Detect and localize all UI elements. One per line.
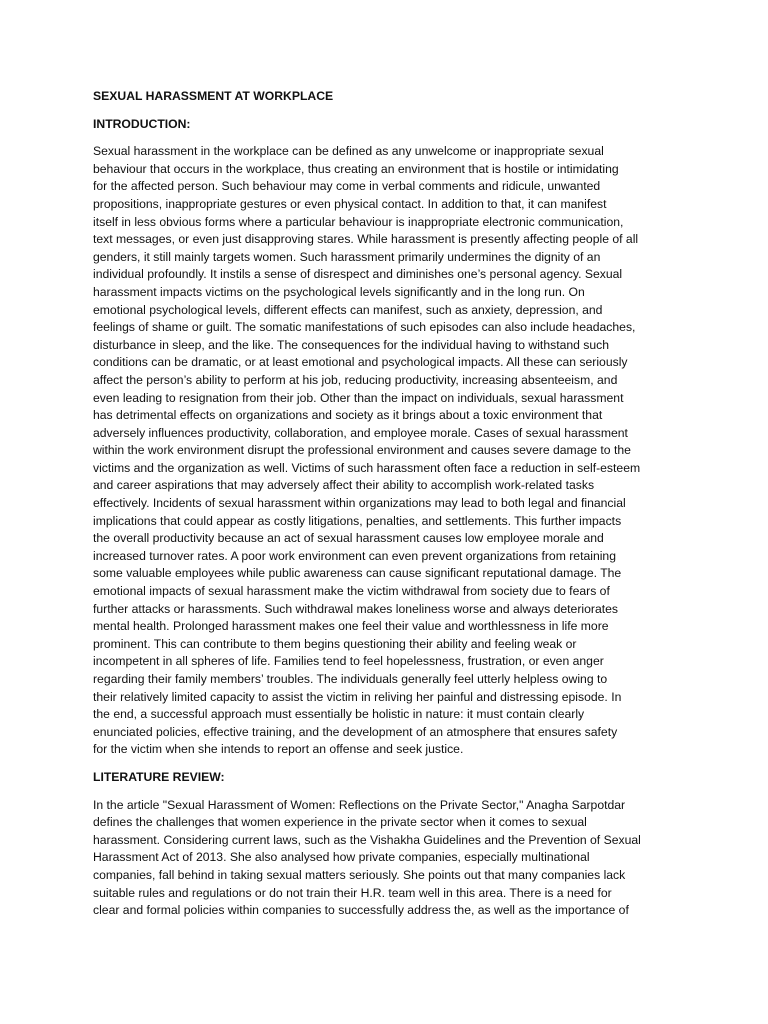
- text-line: affect the person’s ability to perform at his job, reducing productivity, increasing absenteeism, and: [93, 372, 618, 387]
- text-line: and career aspirations that may adversely affect their ability to accomplish work-related tasks: [93, 478, 595, 493]
- text-line: adversely influences productivity, collaboration, and employee morale. Cases of sexual harassment: [93, 425, 628, 440]
- text-line: itself in less obvious forms where a particular behaviour is inappropriate electronic communication,: [93, 214, 624, 229]
- text-line: emotional impacts of sexual harassment make the victim withdrawal from society due to fears of: [93, 584, 610, 599]
- document-page: [93, 88, 677, 930]
- document-title: SEXUAL HARASSMENT AT WORKPLACE: [93, 89, 334, 103]
- text-line: Sexual harassment in the workplace can be defined as any unwelcome or inappropriate sexual: [93, 144, 604, 159]
- text-line: individual profoundly. It instils a sense of disrespect and diminishes one’s personal agency. Sexual: [93, 267, 623, 282]
- text-line: the overall productivity because an act of sexual harassment causes low employee morale and: [93, 531, 604, 546]
- text-line: defines the challenges that women experience in the private sector when it comes to sexual: [93, 815, 587, 830]
- text-line: increased turnover rates. A poor work environment can even prevent organizations from retaining: [93, 548, 616, 563]
- text-line: further attacks or harassments. Such withdrawal makes loneliness worse and always deteriorates: [93, 601, 618, 616]
- text-line: propositions, inappropriate gestures or even physical contact. In addition to that, it can manifest: [93, 196, 607, 211]
- text-line: harassment impacts victims on the psychological levels significantly and in the long run. On: [93, 284, 585, 299]
- text-line: feelings of shame or guilt. The somatic manifestations of such episodes can also include headaches,: [93, 320, 636, 335]
- text-line: for the affected person. Such behaviour may come in verbal comments and ridicule, unwanted: [93, 179, 601, 194]
- text-line: even leading to resignation from their job. Other than the impact on individuals, sexual harassment: [93, 390, 624, 405]
- text-line: has detrimental effects on organizations and society as it brings about a toxic environment that: [93, 408, 603, 423]
- text-line: implications that could appear as costly litigations, penalties, and settlements. This further impacts: [93, 513, 622, 528]
- text-line: victims and the organization as well. Victims of such harassment often face a reduction in self-esteem: [93, 460, 641, 475]
- text-line: the end, a successful approach must essentially be holistic in nature: it must contain clearly: [93, 707, 585, 722]
- text-line: Harassment Act of 2013. She also analysed how private companies, especially multinational: [93, 850, 590, 865]
- text-line: enunciated policies, effective training, and the development of an atmosphere that ensures safety: [93, 724, 618, 739]
- text-line: regarding their family members’ troubles. The individuals generally feel utterly helpless owing to: [93, 672, 608, 686]
- text-line: within the work environment disrupt the professional environment and causes severe damage to the: [93, 443, 631, 458]
- text-line: In the article "Sexual Harassment of Women: Reflections on the Private Sector," Anagha Sarpotdar: [93, 797, 626, 812]
- text-line: prominent. This can contribute to them begins questioning their ability and feeling weak or: [93, 636, 577, 651]
- text-line: companies, fall behind in taking sexual matters seriously. She points out that many companies lack: [93, 867, 626, 882]
- text-line: for the victim when she intends to report an offense and seek justice.: [93, 742, 464, 757]
- text-line: harassment. Considering current laws, such as the Vishakha Guidelines and the Prevention of Sexual: [93, 832, 641, 847]
- text-line: suitable rules and regulations or do not train their H.R. team well in this area. There is a need for: [93, 885, 612, 900]
- text-line: mental health. Prolonged harassment makes one feel their value and worthlessness in life more: [93, 619, 609, 634]
- text-line: effectively. Incidents of sexual harassment within organizations may lead to both legal and financial: [93, 496, 626, 511]
- text-line: conditions can be dramatic, or at least emotional and psychological impacts. All these can seriously: [93, 355, 628, 370]
- text-line: some valuable employees while public awareness can cause significant reputational damage. The: [93, 566, 622, 581]
- text-line: text messages, or even just disapproving stares. While harassment is presently affecting people of all: [93, 232, 639, 247]
- text-line: clear and formal policies within companies to successfully address the, as well as the importance of: [93, 903, 629, 918]
- literature-review-heading: LITERATURE REVIEW:: [93, 769, 225, 784]
- text-line: genders, it still mainly targets women. Such harassment primarily undermines the dignity of an: [93, 249, 601, 264]
- introduction-heading: INTRODUCTION:: [93, 116, 191, 131]
- text-line: incompetent in all spheres of life. Families tend to feel hopelessness, frustration, or even anger: [93, 654, 604, 669]
- text-line: their relatively limited capacity to assist the victim in reliving her painful and distressing episode. In: [93, 689, 622, 704]
- text-line: behaviour that occurs in the workplace, thus creating an environment that is hostile or intimidating: [93, 161, 619, 176]
- text-line: emotional psychological levels, different effects can manifest, such as anxiety, depression, and: [93, 302, 603, 317]
- literature-review-paragraph: [93, 797, 677, 920]
- text-line: disturbance in sleep, and the like. The consequences for the individual having to withstand such: [93, 337, 610, 352]
- introduction-paragraph: [93, 143, 677, 759]
